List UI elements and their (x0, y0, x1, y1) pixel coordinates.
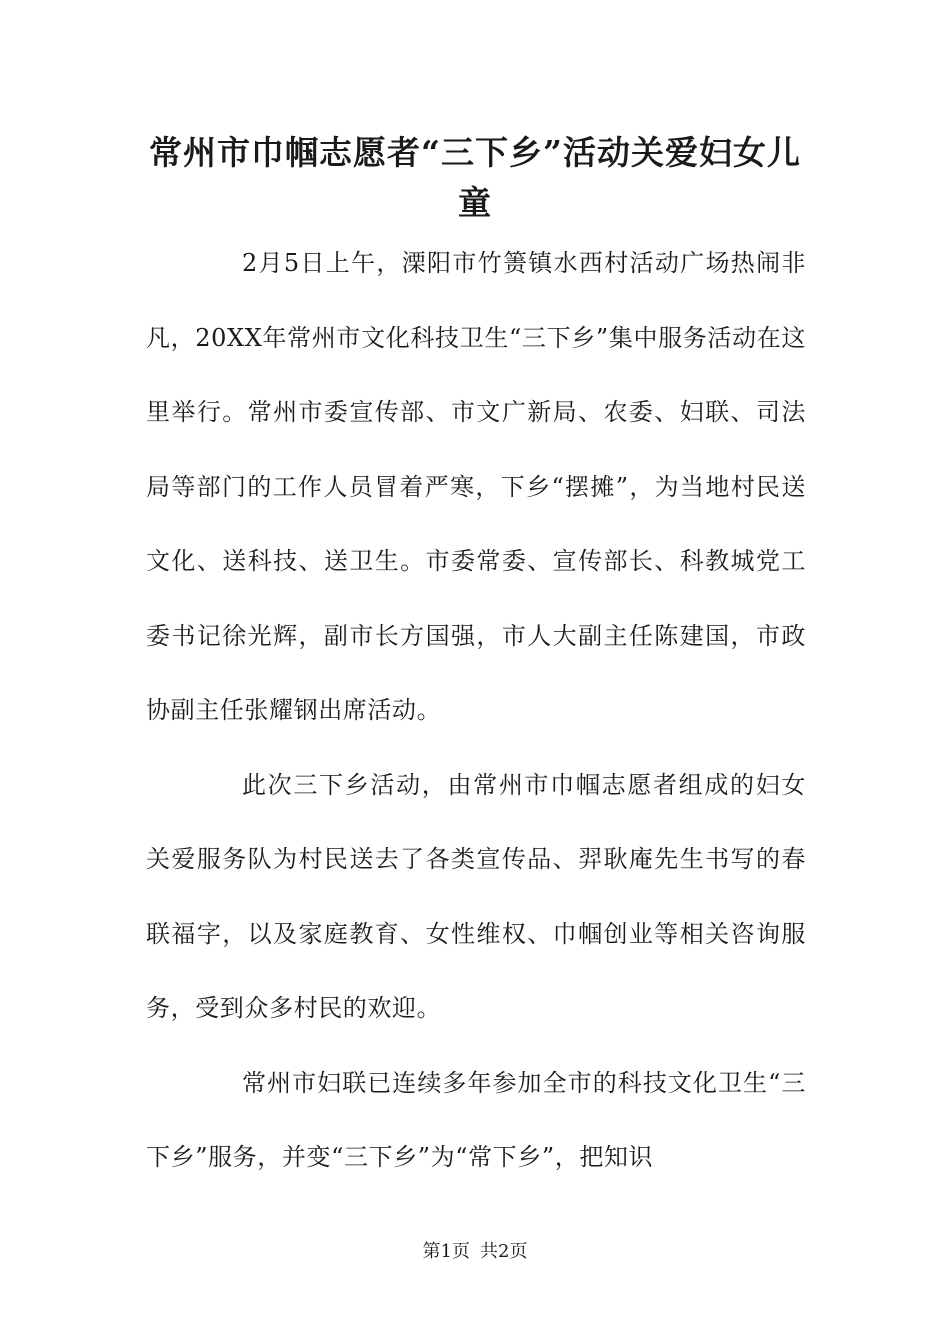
page-number-total: 共2页 (480, 1241, 528, 1262)
paragraph-2: 此次三下乡活动，由常州市巾帼志愿者组成的妇女关爱服务队为村民送去了各类宣传品、羿耿庵先生书写的春联福字，以及家庭教育、女性维权、巾帼创业等相关咨询服务，受到众多村民的欢迎。 (146, 770, 806, 1022)
document-title: 常州市巾帼志愿者“三下乡”活动关爱妇女儿童 (149, 133, 801, 222)
paragraph-1: 2月5日上午，溧阳市竹箦镇水西村活动广场热闹非凡，20XX年常州市文化科技卫生“三下乡”集中服务活动在这里举行。常州市委宣传部、市文广新局、农委、妇联、司法局等部门的工作人员冒着严寒，下乡“摆摊”，为当地村民送文化、送科技、送卫生。市委常委、宣传部长、科教城党工委书记徐光辉，副市长方国强，市人大副主任陈建国，市政协副主任张耀钢出席活动。 (146, 249, 806, 724)
document-body (146, 226, 806, 1195)
paragraph-3: 常州市妇联已连续多年参加全市的科技文化卫生“三下乡”服务，并变“三下乡”为“常下乡”，把知识 (146, 1068, 806, 1171)
page-number-current: 第1页 (422, 1241, 470, 1262)
page-footer (0, 1240, 950, 1264)
